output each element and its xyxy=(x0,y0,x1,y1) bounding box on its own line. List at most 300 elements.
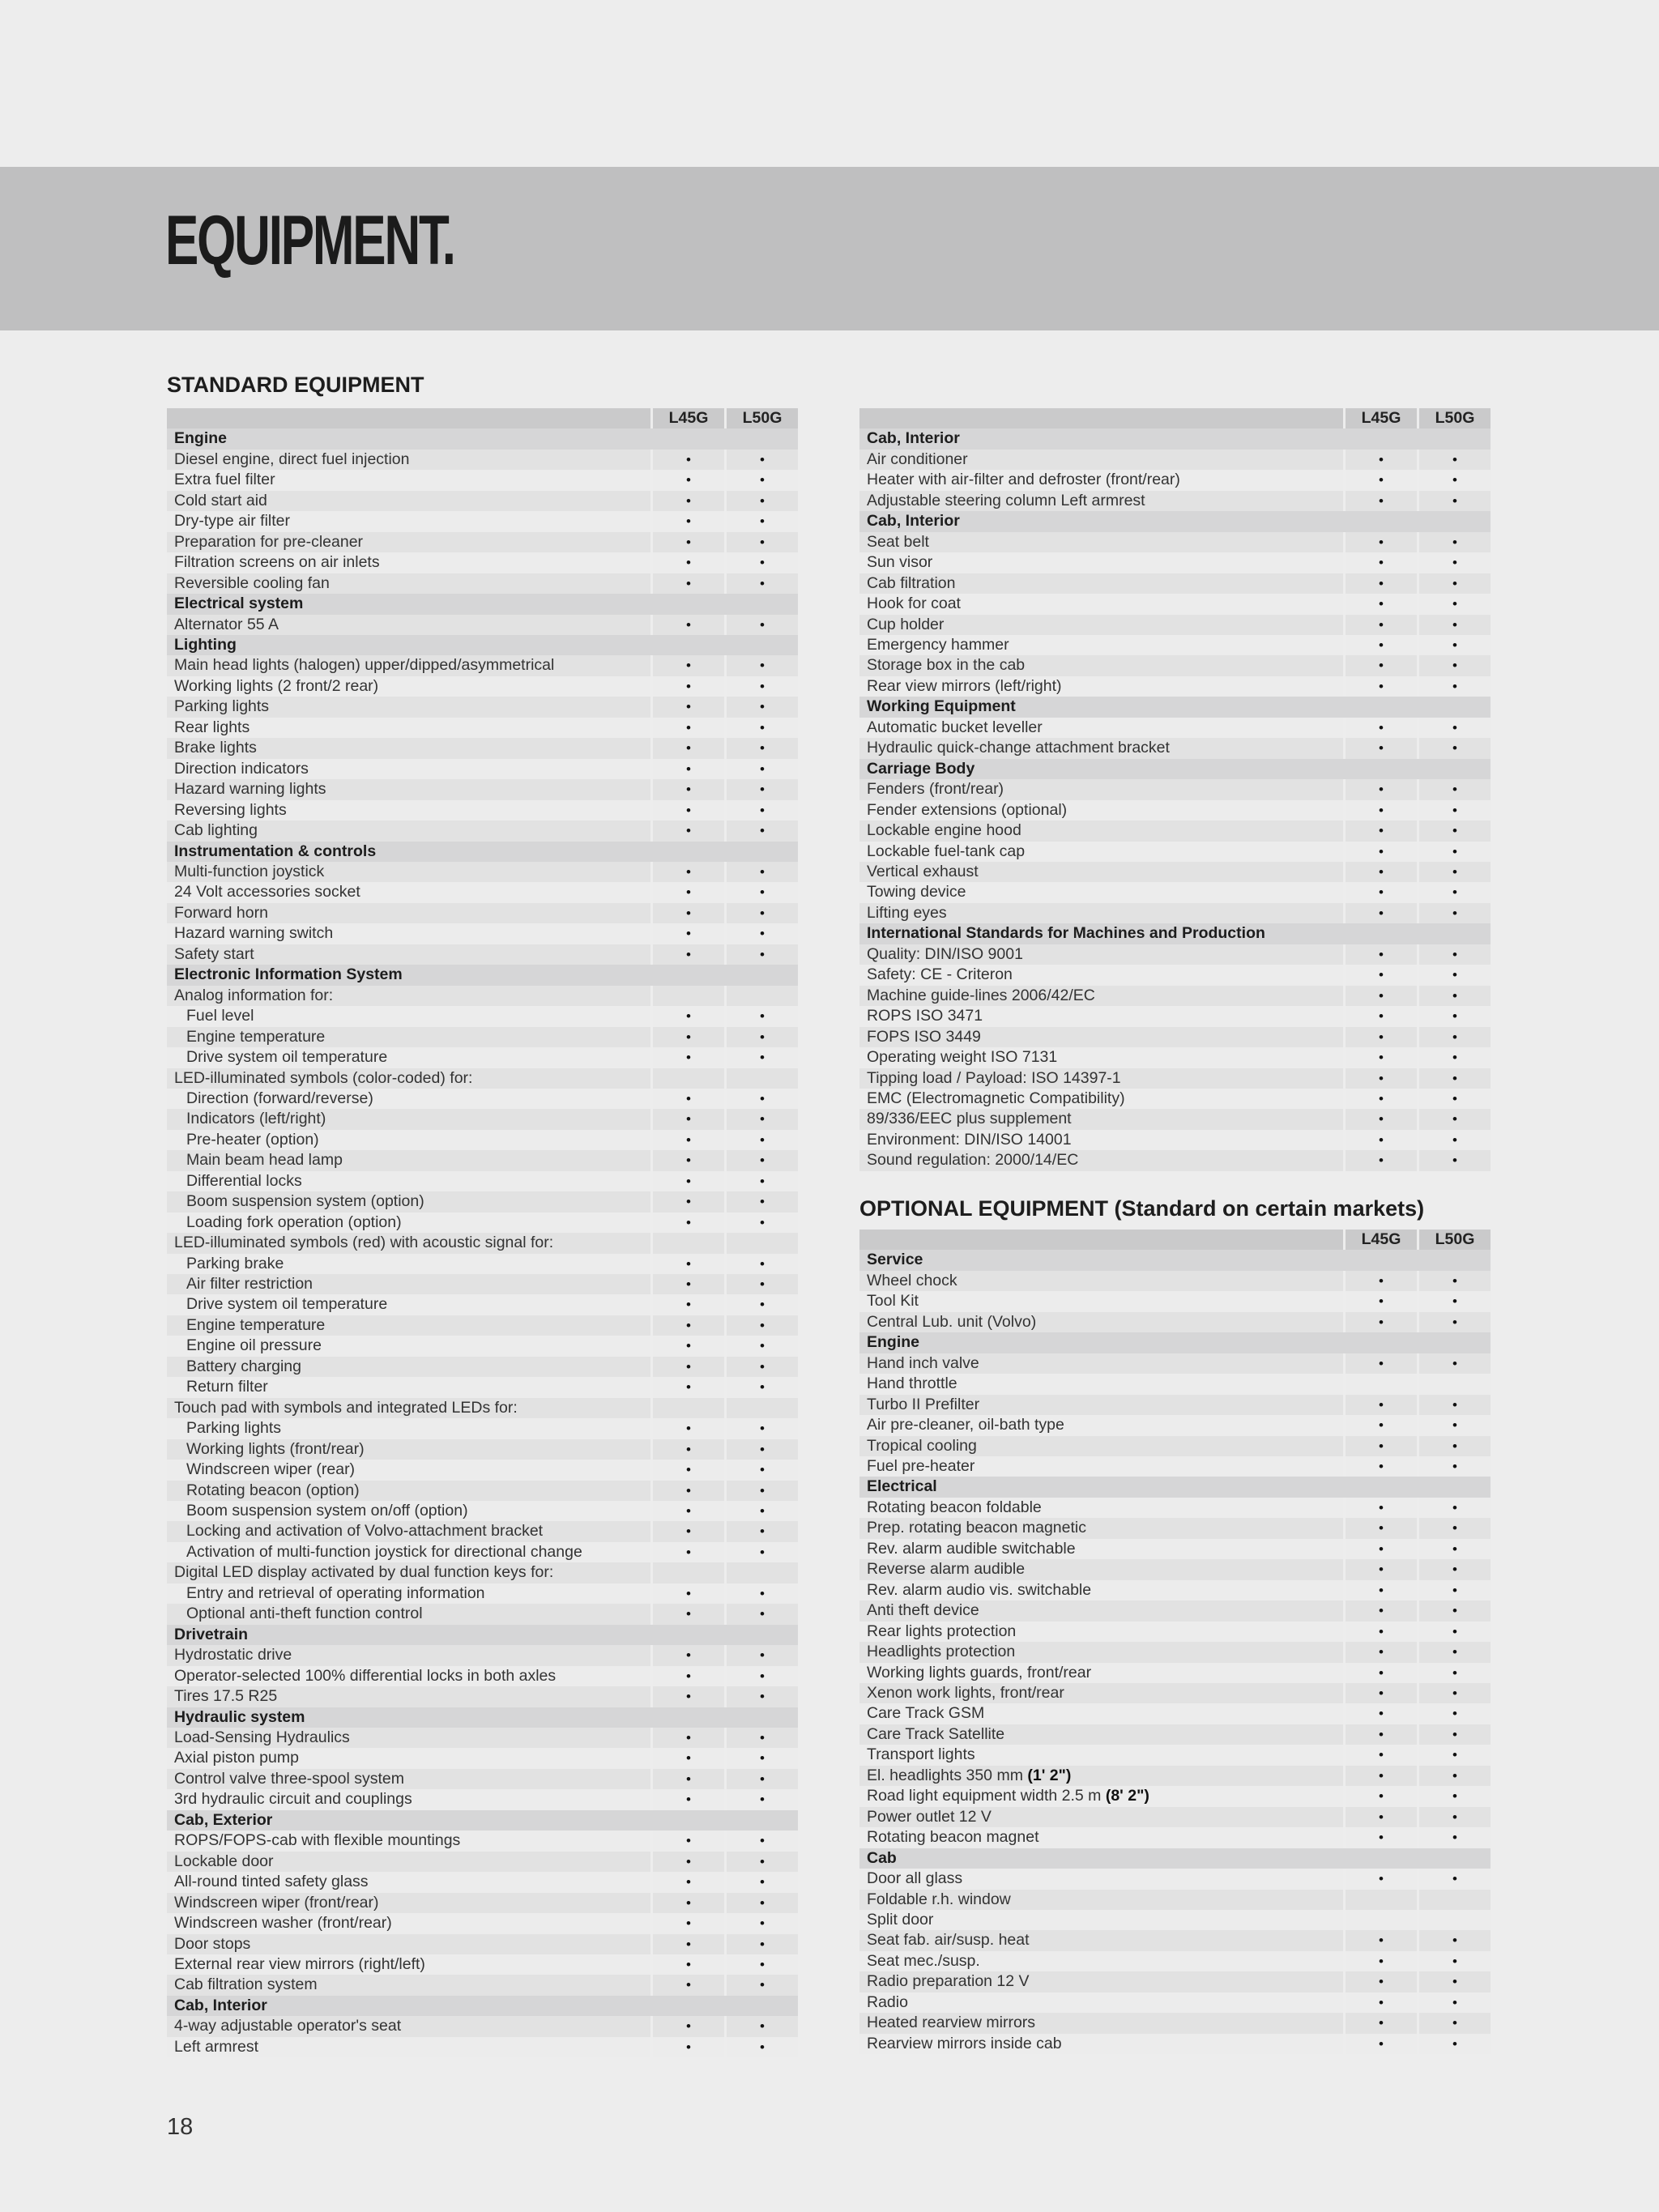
l45g-mark: • xyxy=(1343,1498,1417,1518)
l45g-mark: • xyxy=(650,1460,724,1480)
item-label-text: Windscreen wiper (front/rear) xyxy=(174,1893,379,1912)
page-number: 18 xyxy=(167,2114,194,2140)
table-row xyxy=(167,944,798,965)
l50g-mark: • xyxy=(724,903,798,923)
table-row xyxy=(859,1910,1491,1930)
l45g-mark: • xyxy=(650,1975,724,1995)
table-row xyxy=(859,1456,1491,1477)
table-group-row xyxy=(167,1810,798,1831)
item-label xyxy=(859,573,1343,594)
table-row xyxy=(859,1291,1491,1311)
l45g-mark: • xyxy=(650,923,724,944)
item-label-text: El. headlights 350 mm xyxy=(867,1766,1023,1784)
item-label-text: Tires 17.5 R25 xyxy=(174,1687,278,1706)
item-label xyxy=(167,1542,650,1562)
l50g-mark: • xyxy=(1417,1089,1491,1109)
l45g-mark: • xyxy=(650,697,724,717)
standard-equipment-table-right xyxy=(859,408,1491,1171)
l45g-mark xyxy=(1343,1890,1417,1910)
l45g-mark: • xyxy=(1343,1622,1417,1642)
item-label xyxy=(167,1893,650,1913)
item-label xyxy=(859,2034,1343,2054)
table-row xyxy=(859,1724,1491,1745)
item-label-text: Foldable r.h. window xyxy=(867,1890,1011,1908)
l50g-mark xyxy=(1417,1910,1491,1930)
l50g-mark: • xyxy=(724,1521,798,1541)
item-label-text: Emergency hammer xyxy=(867,635,1009,654)
item-label xyxy=(859,1271,1343,1291)
l50g-mark: • xyxy=(724,944,798,965)
l45g-mark: • xyxy=(650,450,724,470)
table-row xyxy=(167,1604,798,1624)
item-label-text: Cab filtration system xyxy=(174,1975,318,1994)
l45g-mark: • xyxy=(650,1294,724,1315)
l45g-mark: • xyxy=(650,903,724,923)
column-header-l45g: L45G xyxy=(1343,408,1417,428)
item-label xyxy=(859,1745,1343,1765)
item-label xyxy=(167,1583,650,1604)
item-label xyxy=(167,1501,650,1521)
item-label xyxy=(859,1807,1343,1827)
l50g-mark: • xyxy=(724,820,798,841)
l45g-mark: • xyxy=(1343,986,1417,1006)
item-label xyxy=(167,1913,650,1933)
l50g-mark: • xyxy=(724,1130,798,1150)
l50g-mark xyxy=(1417,1890,1491,1910)
l50g-mark: • xyxy=(1417,1415,1491,1435)
item-label xyxy=(859,552,1343,573)
table-row xyxy=(167,697,798,717)
item-label xyxy=(167,615,650,635)
l50g-mark: • xyxy=(1417,1068,1491,1089)
item-label xyxy=(167,923,650,944)
table-row xyxy=(167,1336,798,1356)
table-row xyxy=(859,882,1491,902)
l50g-mark: • xyxy=(724,862,798,882)
item-label xyxy=(859,1993,1343,2013)
l50g-mark: • xyxy=(724,1213,798,1233)
item-label-text: Cab lighting xyxy=(174,821,258,840)
table-group-row xyxy=(859,1332,1491,1353)
item-label xyxy=(859,1930,1343,1950)
l50g-mark: • xyxy=(724,1748,798,1768)
item-label xyxy=(859,1786,1343,1806)
item-label xyxy=(167,1130,650,1150)
item-label xyxy=(859,1869,1343,1889)
item-label-text: Control valve three-spool system xyxy=(174,1769,404,1788)
l45g-mark: • xyxy=(650,1831,724,1851)
l50g-mark: • xyxy=(1417,1703,1491,1724)
l50g-mark: • xyxy=(1417,779,1491,799)
item-label-text: Tool Kit xyxy=(867,1292,919,1311)
table-row xyxy=(167,1562,798,1583)
table-row xyxy=(167,1748,798,1768)
l50g-mark: • xyxy=(724,2037,798,2057)
item-label xyxy=(859,800,1343,820)
item-label-text: Analog information for: xyxy=(174,986,334,1004)
table-row xyxy=(859,1890,1491,1910)
item-label-text: 24 Volt accessories socket xyxy=(174,883,360,901)
item-label-text: Reverse alarm audible xyxy=(867,1560,1026,1579)
table-row xyxy=(167,511,798,531)
item-label xyxy=(859,1683,1343,1703)
group-label: Electrical xyxy=(859,1477,1491,1497)
l45g-mark: • xyxy=(1343,965,1417,985)
l50g-mark: • xyxy=(1417,820,1491,841)
table-row xyxy=(859,1518,1491,1538)
item-label xyxy=(859,944,1343,965)
table-row xyxy=(859,2013,1491,2033)
item-label xyxy=(167,2016,650,2036)
l50g-mark: • xyxy=(1417,1993,1491,2013)
l50g-mark: • xyxy=(724,1604,798,1624)
item-label xyxy=(167,697,650,717)
table-row xyxy=(167,862,798,882)
item-label-text: Optional anti-theft function control xyxy=(186,1605,423,1623)
l45g-mark: • xyxy=(650,2037,724,2057)
l50g-mark: • xyxy=(1417,718,1491,738)
item-label-text: 3rd hydraulic circuit and couplings xyxy=(174,1790,412,1809)
l45g-mark: • xyxy=(650,573,724,594)
l50g-mark: • xyxy=(1417,944,1491,965)
item-label xyxy=(167,2037,650,2057)
table-header-row xyxy=(859,408,1491,428)
l45g-mark: • xyxy=(650,1006,724,1026)
l50g-mark: • xyxy=(1417,1766,1491,1786)
table-row xyxy=(167,882,798,902)
item-label-text: Loading fork operation (option) xyxy=(186,1213,402,1231)
item-label xyxy=(167,573,650,594)
table-row xyxy=(167,1460,798,1480)
table-row xyxy=(859,1993,1491,2013)
table-row xyxy=(167,1501,798,1521)
l50g-mark: • xyxy=(724,1975,798,1995)
group-label: Hydraulic system xyxy=(167,1707,798,1728)
table-row xyxy=(167,923,798,944)
l50g-mark: • xyxy=(724,718,798,738)
l50g-mark: • xyxy=(1417,655,1491,676)
item-label xyxy=(167,986,650,1006)
l45g-mark xyxy=(650,986,724,1006)
item-label xyxy=(167,1047,650,1068)
table-row xyxy=(167,903,798,923)
item-label xyxy=(167,491,650,511)
l50g-mark: • xyxy=(1417,1027,1491,1047)
item-label-text: Battery charging xyxy=(186,1357,301,1375)
group-label: Electrical system xyxy=(167,594,798,614)
table-row xyxy=(859,1663,1491,1683)
item-label-text: Adjustable steering column Left armrest xyxy=(867,491,1145,509)
l50g-mark: • xyxy=(1417,1951,1491,1971)
table-row xyxy=(167,1171,798,1191)
table-row xyxy=(859,1807,1491,1827)
item-label xyxy=(167,1315,650,1336)
table-row xyxy=(167,1089,798,1109)
item-label-text: Rear lights xyxy=(174,718,250,736)
item-label-text: Load-Sensing Hydraulics xyxy=(174,1728,350,1746)
l50g-mark xyxy=(724,1562,798,1583)
group-label: Service xyxy=(859,1250,1491,1270)
l45g-mark xyxy=(1343,1374,1417,1394)
item-label xyxy=(859,1150,1343,1170)
item-label-text: LED-illuminated symbols (red) with acoustic signal for: xyxy=(174,1234,554,1252)
l45g-mark: • xyxy=(1343,1642,1417,1662)
l45g-mark: • xyxy=(650,820,724,841)
item-label xyxy=(859,1600,1343,1621)
item-label xyxy=(859,1559,1343,1579)
l45g-mark: • xyxy=(1343,573,1417,594)
item-label-text: FOPS ISO 3449 xyxy=(867,1027,981,1046)
l45g-mark: • xyxy=(650,944,724,965)
l50g-mark: • xyxy=(724,1171,798,1191)
l45g-mark: • xyxy=(650,738,724,758)
l45g-mark: • xyxy=(1343,944,1417,965)
l45g-mark: • xyxy=(650,552,724,573)
table-row xyxy=(859,965,1491,985)
item-label-dimension: (1' 2") xyxy=(1027,1766,1072,1784)
item-label xyxy=(167,1666,650,1686)
l45g-mark: • xyxy=(650,615,724,635)
l45g-mark: • xyxy=(1343,552,1417,573)
l45g-mark: • xyxy=(650,1150,724,1170)
table-row xyxy=(859,1539,1491,1559)
table-row xyxy=(859,1930,1491,1950)
item-label xyxy=(859,986,1343,1006)
l45g-mark: • xyxy=(1343,1745,1417,1765)
l45g-mark: • xyxy=(1343,491,1417,511)
table-row xyxy=(859,1312,1491,1332)
table-row xyxy=(859,594,1491,614)
table-row xyxy=(167,1666,798,1686)
table-row xyxy=(167,2016,798,2036)
table-row xyxy=(859,1109,1491,1129)
l50g-mark: • xyxy=(724,1501,798,1521)
l45g-mark: • xyxy=(650,1913,724,1933)
table-row xyxy=(167,1831,798,1851)
item-label xyxy=(859,1436,1343,1456)
table-row xyxy=(167,1686,798,1707)
item-label xyxy=(167,655,650,676)
table-row xyxy=(859,1271,1491,1291)
l45g-mark: • xyxy=(1343,450,1417,470)
l50g-mark: • xyxy=(724,882,798,902)
table-row xyxy=(167,552,798,573)
item-label xyxy=(859,1374,1343,1394)
group-label: Lighting xyxy=(167,635,798,655)
item-label xyxy=(167,450,650,470)
item-label-text: ROPS ISO 3471 xyxy=(867,1007,983,1025)
item-label xyxy=(167,1439,650,1460)
item-label xyxy=(167,1398,650,1418)
table-row xyxy=(859,1766,1491,1786)
table-row xyxy=(167,1047,798,1068)
item-label-text: Drive system oil temperature xyxy=(186,1048,388,1067)
l45g-mark: • xyxy=(1343,1456,1417,1477)
l50g-mark xyxy=(724,1068,798,1089)
item-label-text: Seat fab. air/susp. heat xyxy=(867,1931,1030,1950)
l50g-mark: • xyxy=(724,1583,798,1604)
l45g-mark: • xyxy=(650,1315,724,1336)
item-label xyxy=(167,470,650,490)
item-label-text: Parking brake xyxy=(186,1254,284,1272)
table-row xyxy=(859,1353,1491,1374)
l45g-mark: • xyxy=(650,1439,724,1460)
group-label: Cab xyxy=(859,1848,1491,1869)
item-label-text: Hazard warning lights xyxy=(174,780,326,799)
table-row xyxy=(167,450,798,470)
l45g-mark: • xyxy=(1343,1518,1417,1538)
l45g-mark: • xyxy=(650,882,724,902)
table-row xyxy=(859,1395,1491,1415)
l50g-mark: • xyxy=(1417,882,1491,902)
table-row xyxy=(859,1786,1491,1806)
item-label-text: Rotating beacon magnet xyxy=(867,1828,1039,1847)
item-label xyxy=(167,800,650,820)
l50g-mark: • xyxy=(1417,1312,1491,1332)
item-label-text: Rev. alarm audio vis. switchable xyxy=(867,1580,1092,1599)
table-row xyxy=(167,1975,798,1995)
l50g-mark xyxy=(724,1398,798,1418)
l45g-mark: • xyxy=(1343,1580,1417,1600)
table-group-row xyxy=(167,594,798,614)
l45g-mark: • xyxy=(1343,1271,1417,1291)
table-row xyxy=(859,1951,1491,1971)
l50g-mark: • xyxy=(1417,965,1491,985)
l45g-mark: • xyxy=(650,862,724,882)
l50g-mark: • xyxy=(724,1954,798,1975)
l45g-mark: • xyxy=(650,1254,724,1274)
table-row xyxy=(859,1130,1491,1150)
group-label: Carriage Body xyxy=(859,759,1491,779)
table-row xyxy=(859,676,1491,697)
l50g-mark: • xyxy=(1417,1663,1491,1683)
item-label xyxy=(167,944,650,965)
table-row xyxy=(859,1703,1491,1724)
column-header-l50g: L50G xyxy=(724,408,798,428)
item-label xyxy=(859,1415,1343,1435)
l45g-mark: • xyxy=(650,1852,724,1872)
table-row xyxy=(859,842,1491,862)
l45g-mark: • xyxy=(650,491,724,511)
table-row xyxy=(167,779,798,799)
item-label xyxy=(859,1642,1343,1662)
item-label-text: ROPS/FOPS-cab with flexible mountings xyxy=(174,1831,461,1850)
table-group-row xyxy=(167,965,798,985)
l45g-mark: • xyxy=(1343,1312,1417,1332)
item-label-text: Drive system oil temperature xyxy=(186,1295,388,1314)
l45g-mark: • xyxy=(650,532,724,552)
l45g-mark: • xyxy=(1343,1869,1417,1889)
item-label xyxy=(167,903,650,923)
group-label: Working Equipment xyxy=(859,697,1491,717)
table-group-row xyxy=(167,635,798,655)
item-label-text: Windscreen wiper (rear) xyxy=(186,1460,356,1479)
table-row xyxy=(859,655,1491,676)
table-row xyxy=(859,1436,1491,1456)
item-label-text: Air pre-cleaner, oil-bath type xyxy=(867,1416,1064,1434)
table-row xyxy=(859,738,1491,758)
item-label-text: Activation of multi-function joystick for directional change xyxy=(186,1542,582,1561)
optional-equipment-table xyxy=(859,1230,1491,2054)
item-label xyxy=(167,1934,650,1954)
l50g-mark: • xyxy=(724,1274,798,1294)
column-header-l50g: L50G xyxy=(1417,1230,1491,1250)
item-label-text: Boom suspension system on/off (option) xyxy=(186,1502,468,1520)
l50g-mark: • xyxy=(1417,2034,1491,2054)
l50g-mark: • xyxy=(724,759,798,779)
l45g-mark: • xyxy=(650,1686,724,1707)
item-label-text: Care Track GSM xyxy=(867,1704,985,1723)
item-label xyxy=(859,1068,1343,1089)
table-row xyxy=(167,1852,798,1872)
l50g-mark: • xyxy=(1417,1930,1491,1950)
item-label-text: Safety start xyxy=(174,944,254,963)
table-row xyxy=(859,1068,1491,1089)
column-header-l45g: L45G xyxy=(1343,1230,1417,1250)
l45g-mark: • xyxy=(650,1089,724,1109)
l45g-mark: • xyxy=(650,1748,724,1768)
item-label-text: External rear view mirrors (right/left) xyxy=(174,1954,425,1973)
table-group-row xyxy=(167,1625,798,1645)
table-row xyxy=(167,1789,798,1809)
l50g-mark: • xyxy=(1417,594,1491,614)
table-row xyxy=(859,1150,1491,1170)
l45g-mark: • xyxy=(650,1418,724,1438)
l50g-mark: • xyxy=(1417,1006,1491,1026)
l45g-mark: • xyxy=(1343,1068,1417,1089)
item-label xyxy=(859,1109,1343,1129)
item-label xyxy=(859,532,1343,552)
item-label xyxy=(859,1027,1343,1047)
l45g-mark: • xyxy=(1343,1703,1417,1724)
table-row xyxy=(167,1294,798,1315)
l45g-mark: • xyxy=(1343,800,1417,820)
item-label-text: Dry-type air filter xyxy=(174,512,291,531)
item-label xyxy=(859,1724,1343,1745)
item-label xyxy=(167,1294,650,1315)
l45g-mark: • xyxy=(1343,2013,1417,2033)
table-row xyxy=(167,1191,798,1212)
l50g-mark: • xyxy=(1417,1807,1491,1827)
l50g-mark: • xyxy=(724,2016,798,2036)
l50g-mark: • xyxy=(724,1027,798,1047)
item-label xyxy=(167,1027,650,1047)
table-group-row xyxy=(859,759,1491,779)
l50g-mark: • xyxy=(724,1006,798,1026)
item-label xyxy=(167,1336,650,1356)
item-label xyxy=(167,511,650,531)
l45g-mark: • xyxy=(1343,1395,1417,1415)
l50g-mark: • xyxy=(1417,1745,1491,1765)
table-row xyxy=(167,1583,798,1604)
item-label-text: Door all glass xyxy=(867,1869,963,1888)
table-row xyxy=(167,470,798,490)
table-row xyxy=(167,1213,798,1233)
table-row xyxy=(167,1769,798,1789)
table-row xyxy=(859,1027,1491,1047)
item-label xyxy=(167,882,650,902)
l50g-mark: • xyxy=(1417,1109,1491,1129)
l50g-mark: • xyxy=(1417,1271,1491,1291)
table-row xyxy=(859,718,1491,738)
l50g-mark: • xyxy=(1417,676,1491,697)
item-label-text: Hazard warning switch xyxy=(174,924,334,943)
item-label-text: Parking lights xyxy=(186,1419,282,1438)
l50g-mark: • xyxy=(724,1481,798,1501)
l50g-mark xyxy=(724,1233,798,1253)
table-row xyxy=(859,800,1491,820)
l45g-mark: • xyxy=(1343,1089,1417,1109)
